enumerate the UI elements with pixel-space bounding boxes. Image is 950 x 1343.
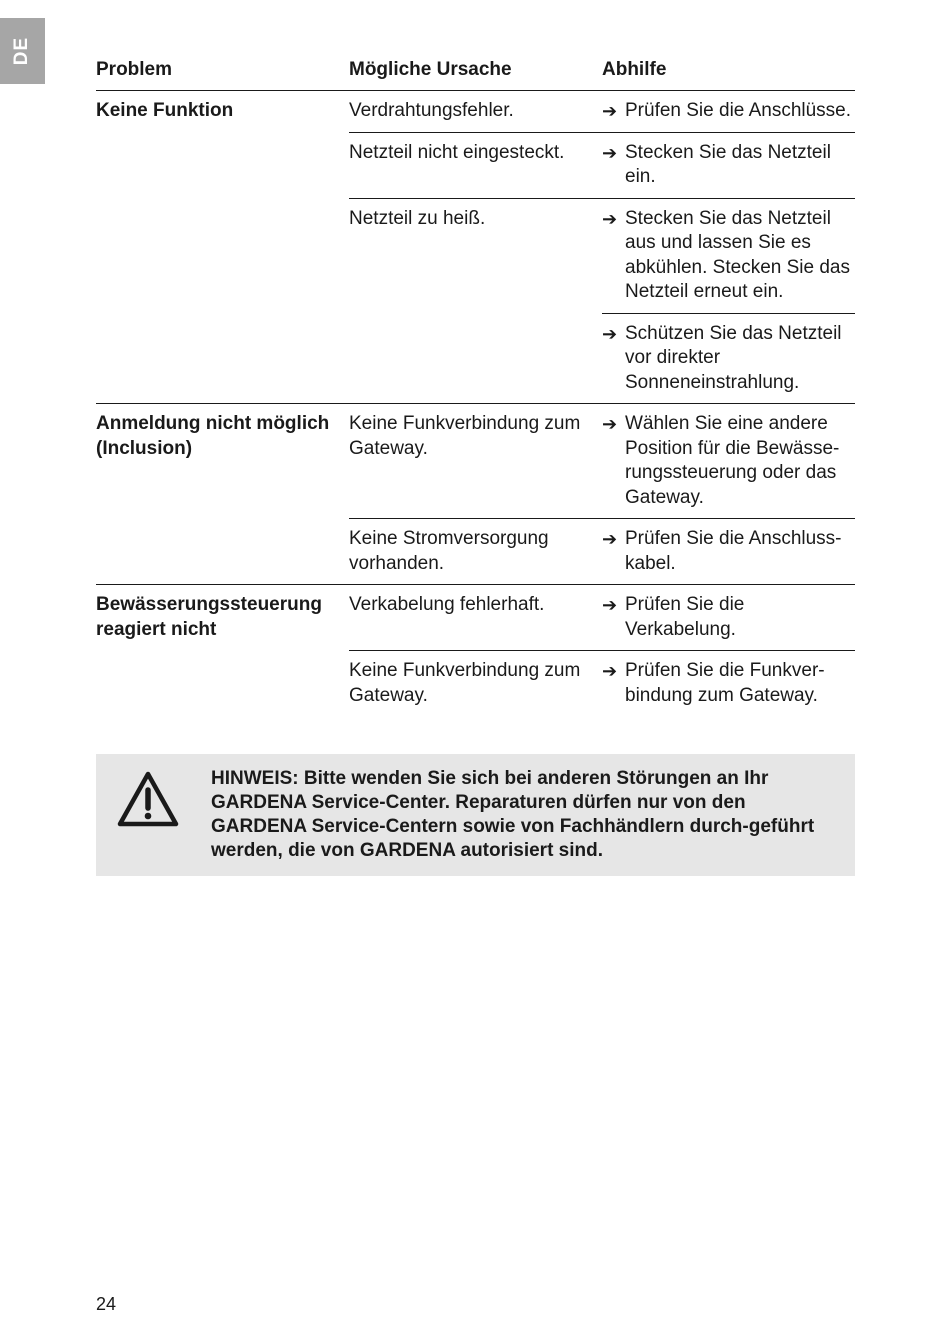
- table-header: [96, 58, 855, 91]
- remedy-text: Stecken Sie das Netzteil aus und lassen Sie es abkühlen. Stecken Sie das Netzteil erneut ein.: [625, 207, 850, 302]
- remedy-cell: [602, 133, 855, 198]
- remedy-text: Prüfen Sie die Anschlüsse.: [625, 100, 852, 121]
- problem-label: Keine Funktion: [96, 100, 234, 121]
- remedy-cell: [602, 585, 855, 650]
- remedy-item: [602, 91, 855, 132]
- remedy-cell: [602, 651, 855, 716]
- remedy-text: Prüfen Sie die Verkabelung.: [625, 594, 745, 640]
- table-row: [349, 91, 855, 133]
- table-row: [349, 651, 855, 716]
- remedy-text: Stecken Sie das Netzteil ein.: [625, 141, 831, 187]
- remedy-text: Prüfen Sie die Anschluss-kabel.: [625, 528, 842, 574]
- remedy-cell: [602, 91, 855, 132]
- arrow-right-icon: ➔: [602, 323, 618, 344]
- problem-group: [96, 585, 855, 716]
- page-number: 24: [96, 1294, 117, 1314]
- remedy-item: [602, 585, 855, 650]
- remedy-item: [602, 404, 855, 518]
- cause-text: Netzteil zu heiß.: [349, 207, 486, 229]
- remedy-item: [602, 133, 855, 198]
- header-problem: Problem: [96, 59, 173, 80]
- arrow-right-icon: ➔: [602, 595, 618, 615]
- header-cause: Mögliche Ursache: [349, 59, 512, 80]
- header-remedy: Abhilfe: [602, 59, 667, 80]
- cause-list: [349, 404, 855, 584]
- cause-text: Verkabelung fehlerhaft.: [349, 594, 545, 615]
- remedy-item: [602, 314, 855, 404]
- cause-list: [349, 585, 855, 716]
- remedy-item: [602, 519, 855, 584]
- remedy-text: Schützen Sie das Netzteil vor direkter Sonneneinstrahlung.: [625, 322, 842, 393]
- table-row: [349, 133, 855, 199]
- notice-text: HINWEIS: Bitte wenden Sie sich bei anderen Störungen an Ihr GARDENA Service-Center. Reparaturen dürfen nur von den GARDENA Service-Centern sowie von Fachhändlern durch-geführt werden, die von GARDENA autorisiert sind.: [211, 768, 815, 861]
- notice-box: [96, 754, 855, 876]
- warning-triangle-icon: [116, 770, 180, 828]
- arrow-right-icon: ➔: [602, 208, 618, 229]
- cause-text: Verdrahtungsfehler.: [349, 100, 514, 121]
- remedy-text: Wählen Sie eine andere Position für die Bewässe-rungssteuerung oder das Gateway.: [625, 413, 840, 508]
- language-tab: [0, 18, 45, 84]
- cause-text: Keine Funkverbindung zum Gateway.: [349, 413, 581, 459]
- arrow-right-icon: ➔: [602, 529, 618, 549]
- problem-group: [96, 91, 855, 404]
- problem-label: Anmeldung nicht möglich (Inclusion): [96, 413, 330, 459]
- problem-label: Bewässerungssteuerung reagiert nicht: [96, 594, 322, 640]
- remedy-text: Prüfen Sie die Funkver-bindung zum Gateway.: [625, 660, 825, 706]
- table-row: [349, 519, 855, 584]
- table-row: [349, 199, 855, 404]
- arrow-right-icon: ➔: [602, 661, 618, 681]
- remedy-cell: [602, 199, 855, 404]
- arrow-right-icon: ➔: [602, 101, 618, 121]
- remedy-item: [602, 199, 855, 314]
- problem-group: [96, 404, 855, 585]
- troubleshooting-table: [96, 58, 855, 716]
- arrow-right-icon: ➔: [602, 142, 618, 163]
- cause-text: Netzteil nicht eingesteckt.: [349, 141, 565, 163]
- table-row: [349, 404, 855, 519]
- remedy-item: [602, 651, 855, 716]
- table-row: [349, 585, 855, 651]
- cause-text: Keine Funkverbindung zum Gateway.: [349, 660, 581, 706]
- language-label: DE: [11, 36, 33, 66]
- arrow-right-icon: ➔: [602, 414, 618, 434]
- cause-text: Keine Stromversorgung vorhanden.: [349, 528, 549, 574]
- remedy-cell: [602, 404, 855, 518]
- cause-list: [349, 91, 855, 403]
- table-body: [96, 91, 855, 716]
- remedy-cell: [602, 519, 855, 584]
